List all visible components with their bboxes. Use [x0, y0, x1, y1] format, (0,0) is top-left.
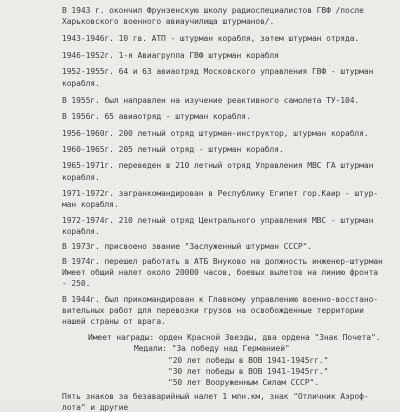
text-line-13: 1971-1972г. загранкомандирован в Республику Египет гор.Каир - штур-: [62, 189, 378, 198]
text-line-22: вительных работ для перевозки грузов на освобожденные территории: [62, 306, 364, 315]
text-line-24: Имеет награды: орден Красной Звезды, два ордена "Знак Почета".: [88, 333, 381, 342]
text-line-7: В 1955г. был направлен на изучение реактивного самолета ТУ-104.: [62, 96, 360, 105]
text-line-16: корабля.: [62, 227, 100, 236]
text-line-23: нашей страны от врага.: [62, 317, 166, 326]
text-line-12: корабля.: [62, 173, 100, 182]
text-line-4: 1946-1952г. 1-я Авиагруппа ГВФ штурман корабля: [62, 51, 279, 60]
text-line-5: 1952-1955г. 64 и 63 авиаотряд Московского управления ГВФ - штурман: [62, 67, 374, 76]
text-line-6: корабля.: [62, 79, 100, 88]
text-line-11: 1965-1971г. переведен в 210 летный отряд Управления МВС ГА штурман: [62, 161, 374, 170]
text-line-28: "50 лет Вооруженным Силам СССР".: [168, 378, 319, 387]
text-line-27: "30 лет победы в ВОВ 1941-1945гг.": [168, 367, 329, 376]
text-line-30: лота" и другие: [62, 403, 129, 412]
text-line-1: В 1943 г. окончил Фрунзенскую школу радиоспециалистов ГВФ /после: [62, 6, 364, 15]
text-line-15: 1972-1974г. 210 летный отряд Центрального управления МВС - штурман: [62, 216, 374, 225]
text-line-21: В 1944г. был прикомандирован к Главному управлению военно-восстано-: [62, 295, 378, 304]
text-line-19: Имеет общий налет около 20000 часов, боевых вылетов на линию фронта: [62, 268, 378, 277]
text-line-29: Пять знаков за безаварийный налет 1 млн.км, знак "Отличник Аэроф-: [62, 392, 369, 401]
text-line-3: 1943-1946г. 10 гв. АТП - штурман корабля, затем штурман отряда.: [62, 34, 360, 43]
text-line-2: Харьковского военного авиаучилища штурманов/.: [62, 17, 275, 26]
text-line-14: ман корабля.: [62, 200, 119, 209]
text-line-18: В 1974г. перешел работать в АТБ Внуково на должность инженер-штурман: [62, 257, 383, 266]
text-line-20: - 250.: [62, 279, 91, 288]
text-line-9: 1956-1960г. 200 летный отряд штурман-инструктор, штурман корабля.: [62, 129, 369, 138]
text-line-8: В 1956г. 65 авиаотряд - штурман корабля.: [62, 112, 251, 121]
text-line-25: Медали: "За победу над Германией": [134, 344, 290, 353]
text-line-17: В 1973г. присвоено звание "Заслуженный штурман СССР".: [62, 242, 312, 251]
text-line-26: "20 лет победы в ВОВ 1941-1945гг.": [168, 356, 329, 365]
text-line-10: 1960-1965г. 205 летный отряд - штурман корабля.: [62, 145, 284, 154]
